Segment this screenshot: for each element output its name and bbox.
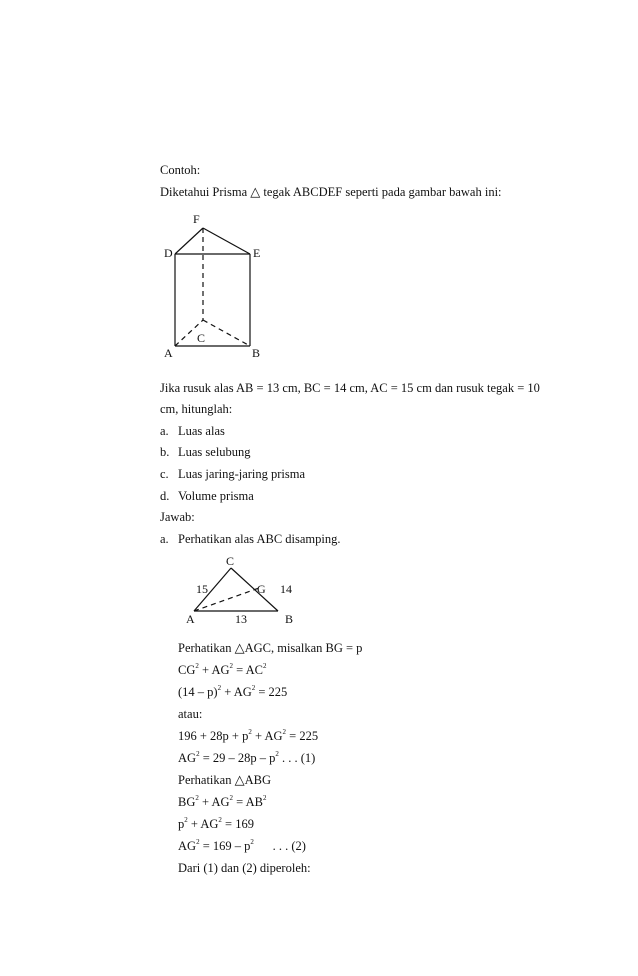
sol-term: BG (178, 795, 196, 809)
triangle-label-g: G (257, 582, 266, 596)
solution-line-4: atau: (178, 707, 203, 721)
exponent: 2 (250, 838, 254, 846)
sol-term: = AB (233, 795, 264, 809)
contoh-heading: Contoh: (160, 163, 201, 177)
list-item (160, 423, 225, 439)
list-marker: c. (160, 467, 169, 481)
problem-line-1: Jika rusuk alas AB = 13 cm, BC = 14 cm, AC = 15 cm dan rusuk tegak = 10 (160, 381, 540, 395)
exponent: 2 (217, 684, 222, 692)
list-item (160, 466, 306, 482)
sol-term: AG (178, 751, 197, 765)
edge-cb-hidden (203, 320, 250, 346)
statement-post: tegak ABCDEF seperti pada gambar bawah ini: (263, 185, 502, 199)
sol-text: Perhatikan (178, 773, 232, 787)
exponent: 2 (263, 662, 267, 670)
solution-line-8 (178, 794, 267, 810)
solution-line-2 (178, 662, 267, 678)
sol-term: 196 + 28p + p (178, 729, 249, 743)
list-item (160, 444, 251, 460)
sol-term: + AG (251, 729, 283, 743)
list-text: Luas jaring-jaring prisma (178, 467, 306, 481)
prism-label-c: C (197, 331, 206, 345)
exponent: 2 (184, 816, 188, 824)
list-text: Perhatikan alas ABC disamping. (178, 532, 341, 546)
prism-label-a: A (164, 346, 173, 360)
prism-label-d: D (164, 246, 173, 260)
sol-term: (14 – p) (178, 685, 218, 699)
sol-term: = 169 – p (199, 839, 251, 853)
prism-label-f: F (193, 212, 200, 226)
sol-text: AGC, misalkan BG = p (244, 641, 363, 655)
sol-term: = 29 – 28p – p (199, 751, 276, 765)
list-marker: a. (160, 532, 169, 546)
prism-label-e: E (253, 246, 261, 260)
sol-term: + AG (187, 817, 219, 831)
solution-line-6 (178, 750, 315, 766)
exponent: 2 (282, 728, 287, 736)
sol-term: + AG (198, 795, 230, 809)
exponent: 2 (196, 838, 200, 846)
exponent: 2 (229, 794, 234, 802)
sol-term: + AG (221, 685, 252, 699)
tri-edge-cb (231, 568, 278, 611)
list-item (160, 488, 254, 504)
triangle-side-14: 14 (280, 582, 292, 596)
list-text: Luas selubung (178, 445, 251, 459)
exponent: 2 (248, 728, 252, 736)
sol-term: . . . (2) (253, 839, 306, 853)
triangle-symbol: △ (234, 640, 245, 655)
sol-text: Perhatikan (178, 641, 232, 655)
exponent: 2 (275, 750, 279, 758)
sol-term: = AC (233, 663, 264, 677)
solution-line-9 (178, 816, 254, 832)
jawab-heading: Jawab: (160, 510, 195, 524)
sol-term: CG (178, 663, 196, 677)
sol-term: + AG (198, 663, 230, 677)
sol-term: = 225 (286, 729, 319, 743)
triangle-label-b: B (285, 612, 294, 626)
list-marker: d. (160, 489, 170, 503)
sol-text: ABG (244, 773, 271, 787)
edge-fe (203, 228, 250, 254)
exponent: 2 (195, 662, 199, 670)
exponent: 2 (195, 794, 199, 802)
sol-term: = 169 (221, 817, 254, 831)
solution-line-10 (178, 838, 306, 854)
triangle-label-c: C (226, 554, 235, 568)
exponent: 2 (263, 794, 267, 802)
triangle-side-15: 15 (196, 582, 208, 596)
triangle-label-a: A (186, 612, 195, 626)
prism-label-b: B (252, 346, 261, 360)
exponent: 2 (196, 750, 200, 758)
triangle-symbol: △ (250, 184, 261, 199)
edge-df (175, 228, 203, 254)
sol-term: AG (178, 839, 197, 853)
statement-pre: Diketahui Prisma (160, 185, 248, 199)
list-marker: a. (160, 424, 169, 438)
answer-a (160, 531, 341, 547)
list-marker: b. (160, 445, 170, 459)
solution-line-5 (178, 728, 318, 744)
list-text: Volume prisma (178, 489, 254, 503)
triangle-symbol: △ (234, 772, 245, 787)
problem-line-2: cm, hitunglah: (160, 402, 233, 416)
exponent: 2 (218, 816, 222, 824)
exponent: 2 (229, 662, 234, 670)
solution-line-11: Dari (1) dan (2) diperoleh: (178, 861, 311, 875)
triangle-side-13: 13 (235, 612, 247, 626)
sol-term: . . . (1) (278, 751, 316, 765)
solution-line-1 (178, 640, 362, 656)
list-text: Luas alas (178, 424, 225, 438)
sol-term: = 225 (255, 685, 288, 699)
solution-line-3 (178, 684, 287, 700)
solution-line-7 (178, 772, 271, 788)
exponent: 2 (251, 684, 256, 692)
problem-statement (160, 184, 502, 200)
sol-term: p (178, 817, 185, 831)
